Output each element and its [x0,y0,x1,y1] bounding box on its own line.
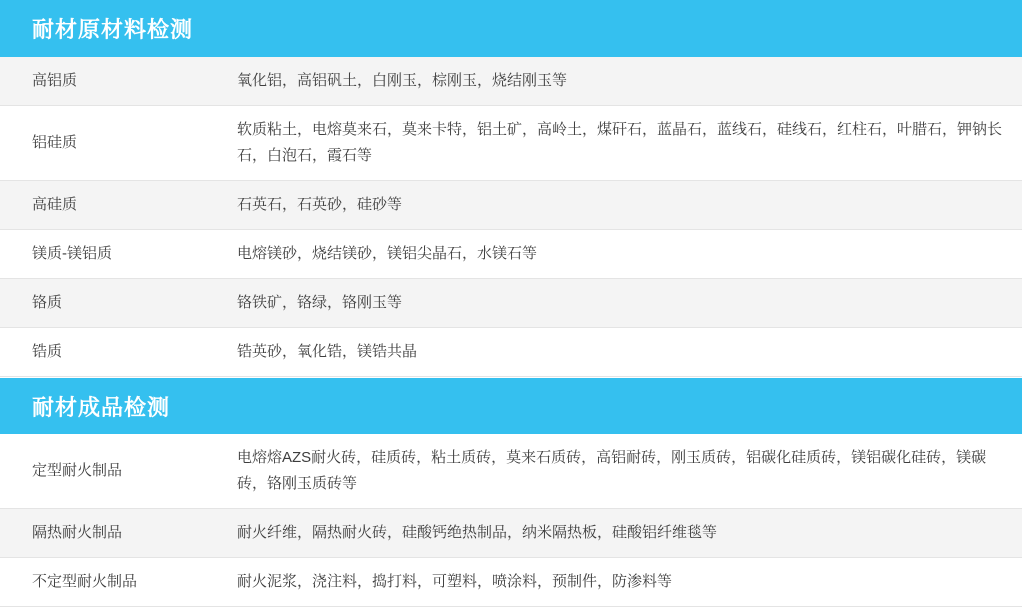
category-items: 锆英砂，氧化锆，镁锆共晶 [215,328,1022,377]
category-items: 电熔镁砂，烧结镁砂，镁铝尖晶石，水镁石等 [215,230,1022,279]
table-row [0,434,1022,509]
category-items: 耐火泥浆，浇注料，捣打料，可塑料，喷涂料，预制件，防渗料等 [215,558,1022,607]
table-row [0,106,1022,181]
table-raw-materials [0,57,1022,377]
category-name: 定型耐火制品 [0,434,215,509]
category-items: 铬铁矿，铬绿，铬刚玉等 [215,279,1022,328]
category-name: 铬质 [0,279,215,328]
category-name: 镁质-镁铝质 [0,230,215,279]
table-row [0,230,1022,279]
table-row [0,509,1022,558]
category-name: 隔热耐火制品 [0,509,215,558]
category-items: 耐火纤维，隔热耐火砖，硅酸钙绝热制品，纳米隔热板，硅酸铝纤维毯等 [215,509,1022,558]
section-header-finished-products [0,378,1022,434]
table-row [0,57,1022,106]
section-title: 耐材原材料检测 [32,17,194,42]
category-name: 高硅质 [0,181,215,230]
section-header-raw-materials [0,0,1022,57]
section-title: 耐材成品检测 [32,394,171,420]
table-row [0,181,1022,230]
category-name: 铝硅质 [0,106,215,181]
category-items: 电熔熔AZS耐火砖，硅质砖，粘土质砖，莫来石质砖，高铝耐砖，刚玉质砖，铝碳化硅质砖，镁铝碳化硅砖，镁碳砖，铬刚玉质砖等 [215,434,1022,509]
table-row [0,279,1022,328]
category-name: 高铝质 [0,57,215,106]
table-row [0,328,1022,377]
table-row [0,558,1022,607]
category-name: 不定型耐火制品 [0,558,215,607]
category-items: 氧化铝，高铝矾土，白刚玉，棕刚玉，烧结刚玉等 [215,57,1022,106]
category-items: 软质粘土，电熔莫来石，莫来卡特，铝土矿，高岭土，煤矸石，蓝晶石，蓝线石，硅线石，红柱石，叶腊石，钾钠长石，白泡石，霞石等 [215,106,1022,181]
category-name: 锆质 [0,328,215,377]
category-items: 石英石，石英砂，硅砂等 [215,181,1022,230]
table-finished-products [0,434,1022,607]
